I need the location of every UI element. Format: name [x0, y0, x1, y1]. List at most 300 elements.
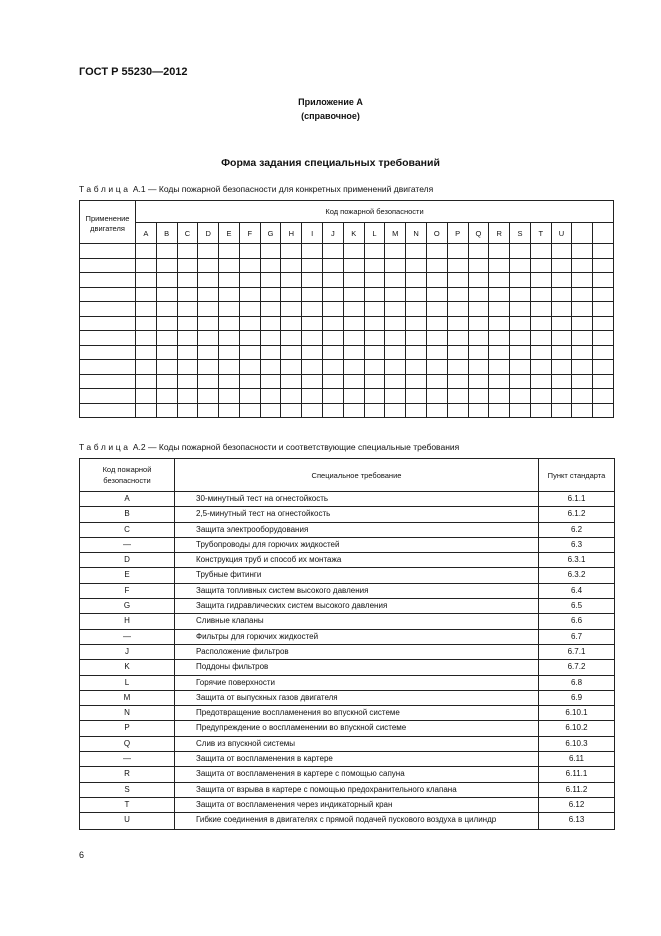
code-cell — [156, 403, 177, 418]
code-cell: E — [80, 568, 175, 583]
code-cell — [364, 258, 385, 273]
requirement-cell: Гибкие соединения в двигателях с прямой подачей пускового воздуха в цилиндр — [175, 813, 539, 829]
code-cell — [156, 374, 177, 389]
code-cell — [281, 302, 302, 317]
col-requirement-header: Специальное требование — [175, 459, 539, 492]
code-cell — [385, 360, 406, 375]
code-cell — [281, 331, 302, 346]
clause-cell: 6.10.2 — [539, 721, 615, 736]
code-cell — [510, 374, 531, 389]
code-cell: T — [80, 797, 175, 812]
code-cell — [406, 360, 427, 375]
code-letter-cell: D — [198, 223, 219, 244]
code-cell — [406, 374, 427, 389]
code-cell — [530, 287, 551, 302]
code-cell — [364, 389, 385, 404]
code-letter-cell: T — [530, 223, 551, 244]
code-cell — [447, 258, 468, 273]
code-letter-cell: H — [281, 223, 302, 244]
code-cell — [364, 345, 385, 360]
clause-cell: 6.2 — [539, 522, 615, 537]
clause-cell: 6.3 — [539, 537, 615, 552]
code-cell — [572, 258, 593, 273]
code-cell — [219, 302, 240, 317]
table-row — [80, 244, 614, 259]
code-cell — [323, 374, 344, 389]
code-cell — [551, 403, 572, 418]
code-cell — [260, 316, 281, 331]
table-row — [80, 660, 615, 675]
code-cell — [156, 389, 177, 404]
code-cell — [198, 389, 219, 404]
code-cell: D — [80, 553, 175, 568]
requirement-cell: Фильтры для горючих жидкостей — [175, 629, 539, 644]
code-cell — [593, 345, 614, 360]
code-cell — [530, 244, 551, 259]
code-letter-cell — [593, 223, 614, 244]
code-cell — [323, 273, 344, 288]
code-cell — [364, 331, 385, 346]
code-cell — [510, 258, 531, 273]
code-cell — [156, 287, 177, 302]
requirement-cell: Предотвращение воспламенения во впускной системе — [175, 706, 539, 721]
code-cell — [343, 302, 364, 317]
code-cell — [219, 258, 240, 273]
appendix-note: (справочное) — [301, 111, 360, 121]
code-cell — [385, 345, 406, 360]
code-cell — [510, 273, 531, 288]
code-cell — [343, 360, 364, 375]
fire-safety-codes-application-table — [79, 200, 614, 418]
code-cell — [198, 258, 219, 273]
code-cell — [593, 389, 614, 404]
table-row — [80, 537, 615, 552]
code-cell — [426, 403, 447, 418]
table-row — [80, 629, 615, 644]
code-cell — [177, 316, 198, 331]
requirement-cell: Защита от выпускных газов двигателя — [175, 690, 539, 705]
requirement-cell: Защита от воспламенения в картере — [175, 752, 539, 767]
code-cell — [156, 302, 177, 317]
code-cell — [489, 403, 510, 418]
table-row — [80, 273, 614, 288]
code-cell — [551, 273, 572, 288]
table2-caption — [79, 442, 459, 452]
code-cell — [198, 403, 219, 418]
code-cell — [426, 258, 447, 273]
code-cell — [260, 287, 281, 302]
code-cell: — — [80, 537, 175, 552]
code-cell — [468, 360, 489, 375]
code-cell — [260, 403, 281, 418]
clause-cell: 6.1.2 — [539, 507, 615, 522]
code-cell — [468, 331, 489, 346]
code-cell — [281, 345, 302, 360]
code-cell — [302, 258, 323, 273]
code-cell — [468, 244, 489, 259]
code-letter-cell: R — [489, 223, 510, 244]
code-cell — [510, 302, 531, 317]
code-letter-cell: C — [177, 223, 198, 244]
code-cell — [260, 345, 281, 360]
code-cell — [302, 302, 323, 317]
code-cell — [198, 360, 219, 375]
code-cell — [136, 403, 157, 418]
code-cell — [323, 316, 344, 331]
code-cell — [343, 403, 364, 418]
appendix-title: Приложение А — [298, 97, 363, 107]
code-cell: U — [80, 813, 175, 829]
code-cell — [468, 403, 489, 418]
code-cell — [406, 302, 427, 317]
code-cell — [177, 374, 198, 389]
code-cell — [156, 345, 177, 360]
code-cell — [302, 331, 323, 346]
code-cell — [572, 345, 593, 360]
code-cell — [219, 287, 240, 302]
code-cell — [177, 302, 198, 317]
code-cell — [281, 258, 302, 273]
code-cell — [198, 302, 219, 317]
code-cell — [447, 273, 468, 288]
code-cell — [510, 331, 531, 346]
code-cell — [530, 302, 551, 317]
table-row — [80, 331, 614, 346]
code-cell — [385, 389, 406, 404]
code-cell — [198, 374, 219, 389]
code-cell — [385, 244, 406, 259]
code-cell — [239, 258, 260, 273]
code-cell — [406, 273, 427, 288]
clause-cell: 6.1.1 — [539, 492, 615, 507]
code-cell — [551, 360, 572, 375]
code-letter-cell: U — [551, 223, 572, 244]
code-cell — [426, 244, 447, 259]
code-cell — [489, 331, 510, 346]
document-id: ГОСТ Р 55230—2012 — [79, 66, 188, 78]
code-cell — [136, 287, 157, 302]
code-letter-cell: Q — [468, 223, 489, 244]
code-cell — [593, 374, 614, 389]
table-row — [80, 360, 614, 375]
code-cell — [364, 302, 385, 317]
application-cell — [80, 403, 136, 418]
code-cell: N — [80, 706, 175, 721]
code-cell — [406, 316, 427, 331]
clause-cell: 6.11.2 — [539, 782, 615, 797]
code-cell — [239, 360, 260, 375]
code-cell: B — [80, 507, 175, 522]
code-letter-cell: M — [385, 223, 406, 244]
code-cell — [302, 345, 323, 360]
table-row — [80, 302, 614, 317]
code-cell — [260, 331, 281, 346]
code-cell — [406, 389, 427, 404]
code-cell: H — [80, 614, 175, 629]
code-cell — [219, 345, 240, 360]
code-cell — [364, 374, 385, 389]
code-cell — [323, 345, 344, 360]
code-cell: C — [80, 522, 175, 537]
code-cell — [530, 258, 551, 273]
code-cell — [406, 287, 427, 302]
clause-cell: 6.8 — [539, 675, 615, 690]
code-cell — [260, 302, 281, 317]
code-cell — [406, 403, 427, 418]
clause-cell: 6.6 — [539, 614, 615, 629]
table-row — [80, 614, 615, 629]
code-cell: — — [80, 752, 175, 767]
code-cell — [343, 258, 364, 273]
code-letter-cell — [572, 223, 593, 244]
clause-cell: 6.7 — [539, 629, 615, 644]
code-cell — [323, 331, 344, 346]
table-row — [80, 389, 614, 404]
code-cell — [489, 360, 510, 375]
table-row — [80, 568, 615, 583]
requirement-cell: Защита гидравлических систем высокого давления — [175, 599, 539, 614]
code-cell — [323, 403, 344, 418]
code-cell — [530, 403, 551, 418]
code-cell — [551, 302, 572, 317]
code-cell — [447, 244, 468, 259]
application-cell — [80, 345, 136, 360]
code-cell — [281, 273, 302, 288]
code-cell — [489, 316, 510, 331]
code-cell — [136, 316, 157, 331]
col-application-line1: Применение — [85, 214, 130, 223]
table2-caption-prefix: Таблица — [79, 442, 131, 452]
code-letter-cell: O — [426, 223, 447, 244]
code-cell — [239, 374, 260, 389]
code-cell — [510, 345, 531, 360]
requirement-cell: Трубопроводы для горючих жидкостей — [175, 537, 539, 552]
col-application-line2: двигателя — [90, 224, 125, 233]
application-cell — [80, 273, 136, 288]
application-cell — [80, 244, 136, 259]
code-cell: K — [80, 660, 175, 675]
table1-caption-text: А.1 — Коды пожарной безопасности для конкретных применений двигателя — [130, 184, 434, 194]
code-cell — [447, 316, 468, 331]
code-cell — [385, 287, 406, 302]
code-cell — [136, 345, 157, 360]
code-cell — [551, 331, 572, 346]
code-cell — [364, 244, 385, 259]
application-cell — [80, 389, 136, 404]
code-cell — [551, 345, 572, 360]
code-cell — [198, 316, 219, 331]
requirement-cell: Горячие поверхности — [175, 675, 539, 690]
code-cell — [281, 403, 302, 418]
page-number: 6 — [79, 850, 85, 860]
requirement-cell: 2,5-минутный тест на огнестойкость — [175, 507, 539, 522]
requirement-cell: Защита от воспламенения через индикаторный кран — [175, 797, 539, 812]
code-cell — [239, 244, 260, 259]
code-cell — [136, 374, 157, 389]
code-cell — [530, 273, 551, 288]
clause-cell: 6.10.3 — [539, 736, 615, 751]
code-cell — [281, 244, 302, 259]
code-cell — [198, 244, 219, 259]
application-cell — [80, 360, 136, 375]
code-cell — [572, 331, 593, 346]
code-cell — [530, 316, 551, 331]
code-cell — [364, 287, 385, 302]
application-cell — [80, 331, 136, 346]
code-cell — [385, 331, 406, 346]
code-cell — [343, 331, 364, 346]
table-row — [80, 403, 614, 418]
code-cell — [343, 374, 364, 389]
code-cell — [468, 302, 489, 317]
code-cell — [426, 273, 447, 288]
code-cell — [136, 244, 157, 259]
clause-cell: 6.3.2 — [539, 568, 615, 583]
code-cell: — — [80, 629, 175, 644]
code-letter-cell: J — [323, 223, 344, 244]
code-cell — [177, 360, 198, 375]
clause-cell: 6.11.1 — [539, 767, 615, 782]
code-cell — [385, 374, 406, 389]
code-cell — [489, 389, 510, 404]
code-cell — [177, 273, 198, 288]
col-clause-header: Пункт стандарта — [539, 459, 615, 492]
code-cell — [406, 244, 427, 259]
table-row — [80, 599, 615, 614]
code-cell — [156, 331, 177, 346]
code-cell — [593, 258, 614, 273]
code-cell — [323, 258, 344, 273]
code-letter-cell: S — [510, 223, 531, 244]
code-cell — [260, 389, 281, 404]
clause-cell: 6.4 — [539, 583, 615, 598]
code-cell — [489, 374, 510, 389]
code-cell — [302, 389, 323, 404]
code-cell — [219, 331, 240, 346]
code-cell — [426, 374, 447, 389]
code-cell — [447, 374, 468, 389]
table-row — [80, 813, 615, 829]
code-cell — [489, 258, 510, 273]
code-cell — [593, 360, 614, 375]
code-cell — [385, 273, 406, 288]
code-cell — [156, 244, 177, 259]
code-cell — [385, 258, 406, 273]
code-cell — [426, 302, 447, 317]
requirement-cell: Конструкция труб и способ их монтажа — [175, 553, 539, 568]
code-cell — [572, 302, 593, 317]
requirement-cell: Поддоны фильтров — [175, 660, 539, 675]
code-cell — [593, 302, 614, 317]
code-cell — [260, 258, 281, 273]
table-row — [80, 736, 615, 751]
code-letter-cell: F — [239, 223, 260, 244]
code-cell — [572, 374, 593, 389]
code-cell — [302, 374, 323, 389]
code-cell: L — [80, 675, 175, 690]
code-cell — [239, 345, 260, 360]
code-cell — [593, 316, 614, 331]
code-letter-cell: A — [136, 223, 157, 244]
requirement-cell: Защита топливных систем высокого давления — [175, 583, 539, 598]
table-row — [80, 258, 614, 273]
code-cell — [489, 244, 510, 259]
table-row — [80, 374, 614, 389]
table-row — [80, 507, 615, 522]
code-cell — [177, 244, 198, 259]
application-cell — [80, 302, 136, 317]
code-cell — [198, 273, 219, 288]
code-cell — [323, 244, 344, 259]
col-code-line1: Код пожарной — [102, 465, 152, 474]
code-cell — [302, 360, 323, 375]
code-cell — [219, 244, 240, 259]
code-cell — [572, 287, 593, 302]
code-letter-cell: E — [219, 223, 240, 244]
application-cell — [80, 287, 136, 302]
code-cell — [572, 403, 593, 418]
clause-cell: 6.5 — [539, 599, 615, 614]
code-letter-cell: N — [406, 223, 427, 244]
code-cell — [510, 316, 531, 331]
code-cell — [426, 345, 447, 360]
code-cell — [530, 331, 551, 346]
form-title: Форма задания специальных требований — [221, 157, 440, 169]
code-cell — [302, 403, 323, 418]
code-cell — [281, 389, 302, 404]
code-cell: G — [80, 599, 175, 614]
code-cell — [239, 389, 260, 404]
requirement-cell: Предупреждение о воспламенении во впускной системе — [175, 721, 539, 736]
code-cell — [447, 287, 468, 302]
clause-cell: 6.12 — [539, 797, 615, 812]
code-cell — [510, 403, 531, 418]
code-cell — [572, 389, 593, 404]
code-cell — [530, 360, 551, 375]
code-cell — [593, 287, 614, 302]
code-cell — [385, 403, 406, 418]
code-cell — [239, 403, 260, 418]
code-cell — [551, 244, 572, 259]
code-cell — [572, 360, 593, 375]
code-cell — [468, 316, 489, 331]
col-code-header: Код пожарной безопасности — [136, 201, 614, 223]
code-cell — [426, 316, 447, 331]
code-cell — [136, 331, 157, 346]
code-cell: S — [80, 782, 175, 797]
clause-cell: 6.3.1 — [539, 553, 615, 568]
code-cell — [281, 287, 302, 302]
code-letter-cell: B — [156, 223, 177, 244]
code-letter-cell: L — [364, 223, 385, 244]
code-cell — [530, 389, 551, 404]
code-cell — [302, 316, 323, 331]
table-row — [80, 721, 615, 736]
code-cell — [302, 244, 323, 259]
code-cell — [447, 345, 468, 360]
table-row — [80, 583, 615, 598]
code-letter-cell: I — [302, 223, 323, 244]
application-cell — [80, 258, 136, 273]
code-cell — [239, 302, 260, 317]
appendix-heading — [0, 95, 661, 123]
application-cell — [80, 374, 136, 389]
code-cell — [198, 331, 219, 346]
code-cell — [260, 360, 281, 375]
code-cell: M — [80, 690, 175, 705]
code-cell — [406, 331, 427, 346]
code-cell — [219, 374, 240, 389]
